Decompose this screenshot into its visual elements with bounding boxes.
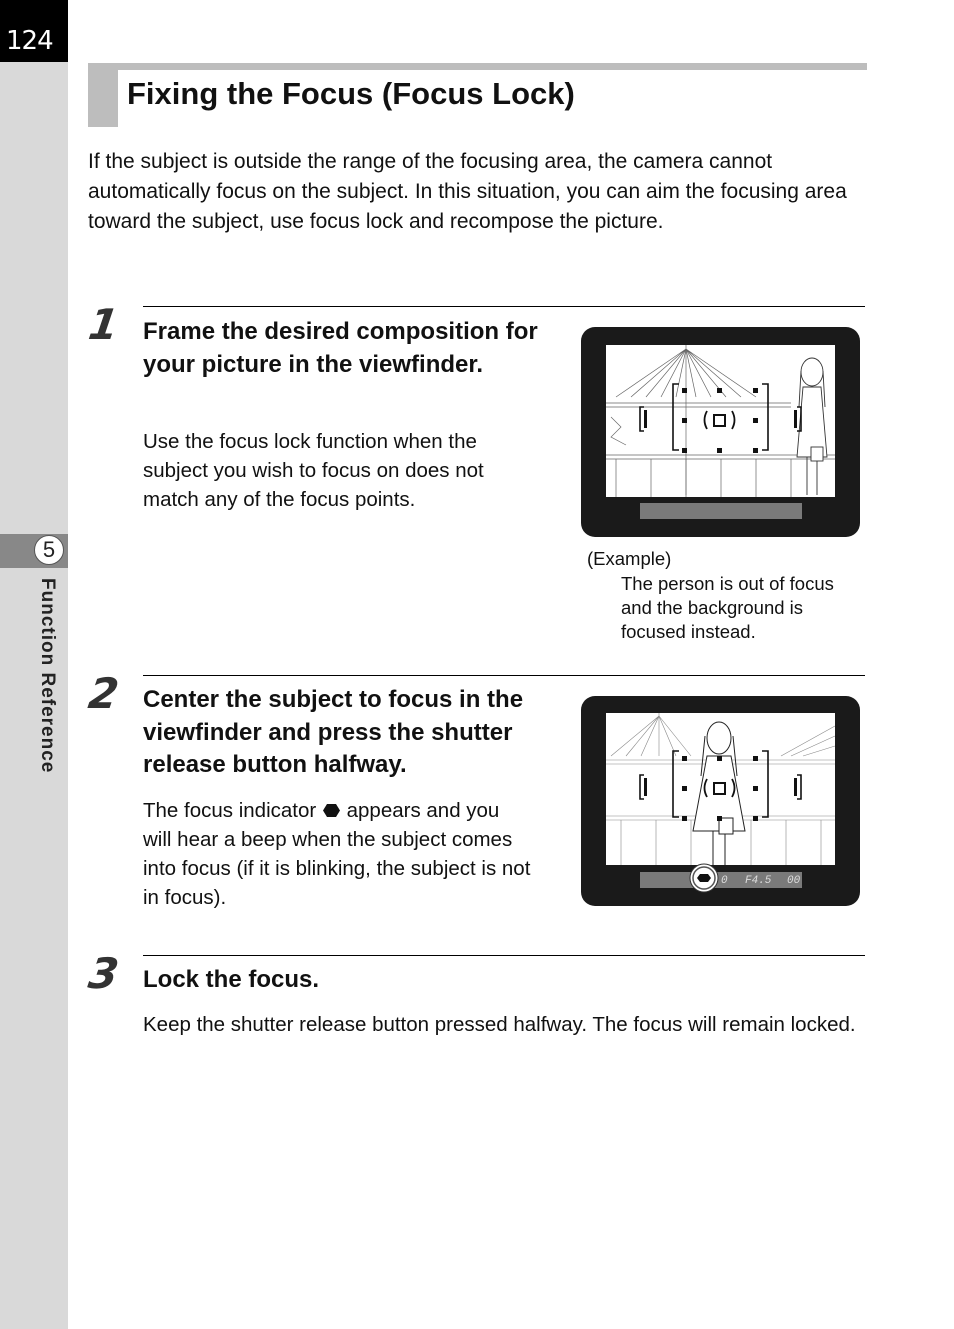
chapter-label: Function Reference (37, 578, 58, 774)
chapter-number: 5 (34, 535, 64, 565)
page-number: 124 (6, 26, 53, 56)
svg-text:00: 00 (787, 875, 801, 887)
focus-indicator-icon (322, 803, 341, 818)
step-2-heading: Center the subject to focus in the viewfinder and press the shutter release button halfway. (143, 686, 524, 778)
step-1-number: 1 (85, 300, 122, 349)
viewfinder-illustration-1 (581, 327, 860, 537)
step-3-body: Keep the shutter release button pressed halfway. The focus will remain locked. (143, 1013, 856, 1036)
step-3-rule (143, 955, 865, 956)
step-2-number: 2 (85, 669, 122, 718)
step-3-heading: Lock the focus. (143, 966, 320, 993)
svg-text:0: 0 (721, 875, 728, 887)
step-1-rule (143, 306, 865, 307)
step-1-heading: Frame the desired composition for your picture in the viewfinder. (143, 318, 538, 378)
step-2-rule (143, 675, 865, 676)
example-label: (Example) (587, 548, 672, 569)
title-bar (88, 63, 867, 70)
page-title: Fixing the Focus (Focus Lock) (127, 76, 575, 111)
viewfinder-illustration-2 (581, 696, 860, 906)
intro-paragraph: If the subject is outside the range of the focusing area, the camera cannot automatically focus on the subject. In this situation, you can aim the focusing area toward the subject, use focus lock and recompose the picture. (88, 150, 847, 233)
example-text: The person is out of focus and the background is focused instead. (621, 573, 834, 642)
page-number-box (0, 0, 68, 62)
step-2-body: The focus indicator appears and you will hear a beep when the subject comes into focus (if it is blinking, the subject is not in focus). (143, 799, 531, 909)
svg-text:F4.5: F4.5 (745, 875, 772, 887)
title-block (88, 63, 118, 127)
step-1-body: Use the focus lock function when the subject you wish to focus on does not match any of the focus points. (143, 430, 484, 511)
step-3-number: 3 (85, 949, 122, 998)
